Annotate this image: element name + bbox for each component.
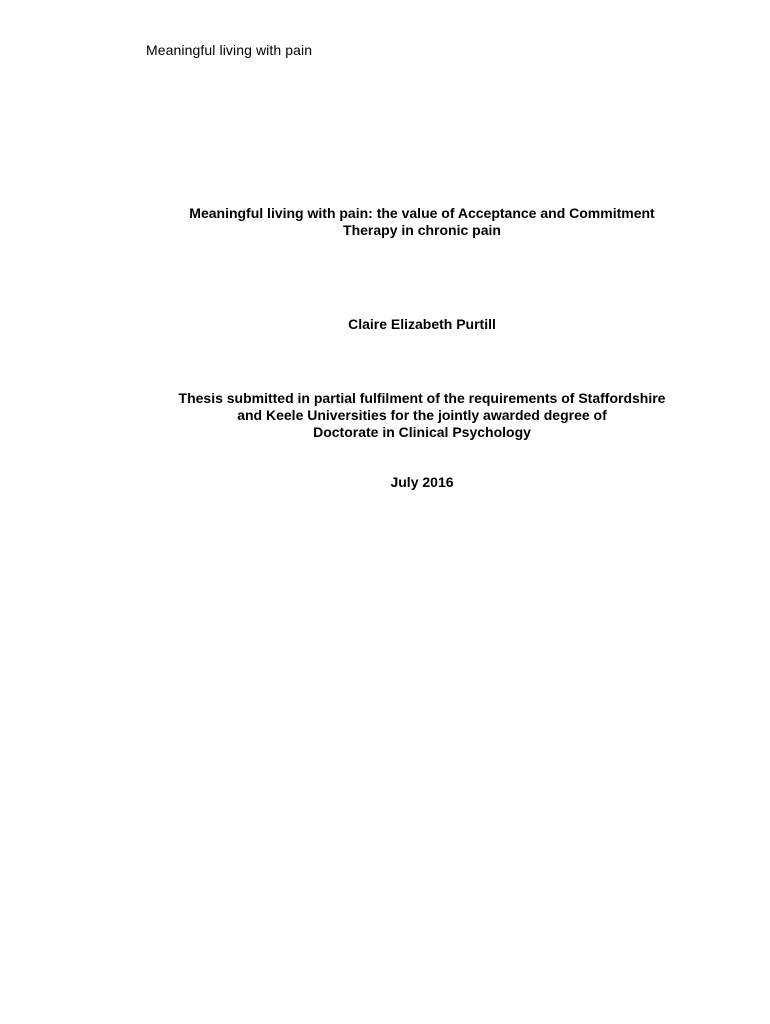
running-header: Meaningful living with pain — [146, 42, 313, 58]
thesis-title-line-2: Therapy in chronic pain — [343, 222, 501, 238]
submission-line-3: Doctorate in Clinical Psychology — [313, 424, 531, 440]
submission-line-2: and Keele Universities for the jointly awarded degree of — [237, 407, 607, 423]
author-name: Claire Elizabeth Purtill — [348, 316, 496, 332]
thesis-title-line-1: Meaningful living with pain: the value of Acceptance and Commitment — [189, 205, 655, 221]
submission-date: July 2016 — [390, 474, 454, 490]
thesis-title — [100, 205, 744, 239]
submission-line-1: Thesis submitted in partial fulfilment of the requirements of Staffordshire — [178, 390, 666, 406]
submission-statement — [100, 390, 744, 441]
